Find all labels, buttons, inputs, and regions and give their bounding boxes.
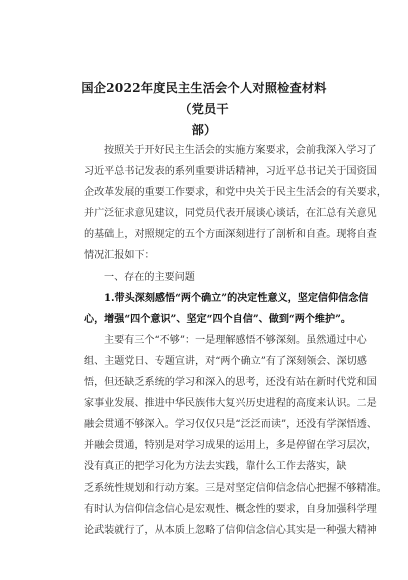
body-line: 没有真正的把学习化为方法去实践，靠什么工作去落实，缺 xyxy=(84,461,347,473)
body-line: 企改革发展的重要工作要求，和党中央关于民主生活会的有关要求， xyxy=(84,187,387,199)
body-line: 乏系统性规划和行动方案。三是对坚定信仰信念信心把握不够精准。 xyxy=(84,482,387,494)
body-line: 主要有三个“不够”：一是理解感悟不够深刻。虽然通过中心 xyxy=(104,334,367,346)
document-body xyxy=(84,140,387,541)
body-line: 的基础上，对照规定的五个方面深刻进行了剖析和自查。现将自查 xyxy=(84,229,377,241)
body-line: 习近平总书记发表的系列重要讲话精神，习近平总书记关于国资国 xyxy=(84,166,377,178)
body-line: 组、主题党日、专题宣讲，对“两个确立”有了深刻领会、深切感 xyxy=(84,355,367,367)
document-title xyxy=(78,78,330,141)
body-line: 融会贯通不够深入。学习仅仅只是“泛泛而读”，还没有学深悟透、 xyxy=(84,419,377,431)
body-line: 按照关于开好民主生活会的实施方案要求，会前我深入学习了 xyxy=(104,145,377,156)
body-line: 心，增强“四个意识”、坚定“四个自信”、做到“两个维护”。 xyxy=(84,313,351,325)
body-line: 并融会贯通，特别是对学习成果的运用上，多是停留在学习层次， xyxy=(84,440,377,452)
title-line-2: 部） xyxy=(191,123,217,137)
body-line: 有时认为信仰信念信心是宏观性、概念性的要求，自身加强科学理 xyxy=(84,503,377,515)
body-line: 论武装就行了，从本质上忽略了信仰信念信心其实是一种强大精神 xyxy=(84,524,377,536)
title-line-1: 国企2022年度民主生活会个人对照检查材料（党员干 xyxy=(81,81,327,116)
body-line: 家事业发展、推进中华民族伟大复兴历史进程的高度来认识。二是 xyxy=(84,398,377,410)
body-line: 一、存在的主要问题 xyxy=(104,271,195,283)
body-line: 情况汇报如下： xyxy=(84,250,155,262)
body-line: 1.带头深刻感悟“两个确立”的决定性意义，坚定信仰信念信 xyxy=(104,292,369,304)
body-line: 悟，但还缺乏系统的学习和深入的思考，还没有站在新时代党和国 xyxy=(84,377,377,389)
body-line: 并广泛征求意见建议，同党员代表开展谈心谈话，在汇总有关意见 xyxy=(84,208,377,220)
